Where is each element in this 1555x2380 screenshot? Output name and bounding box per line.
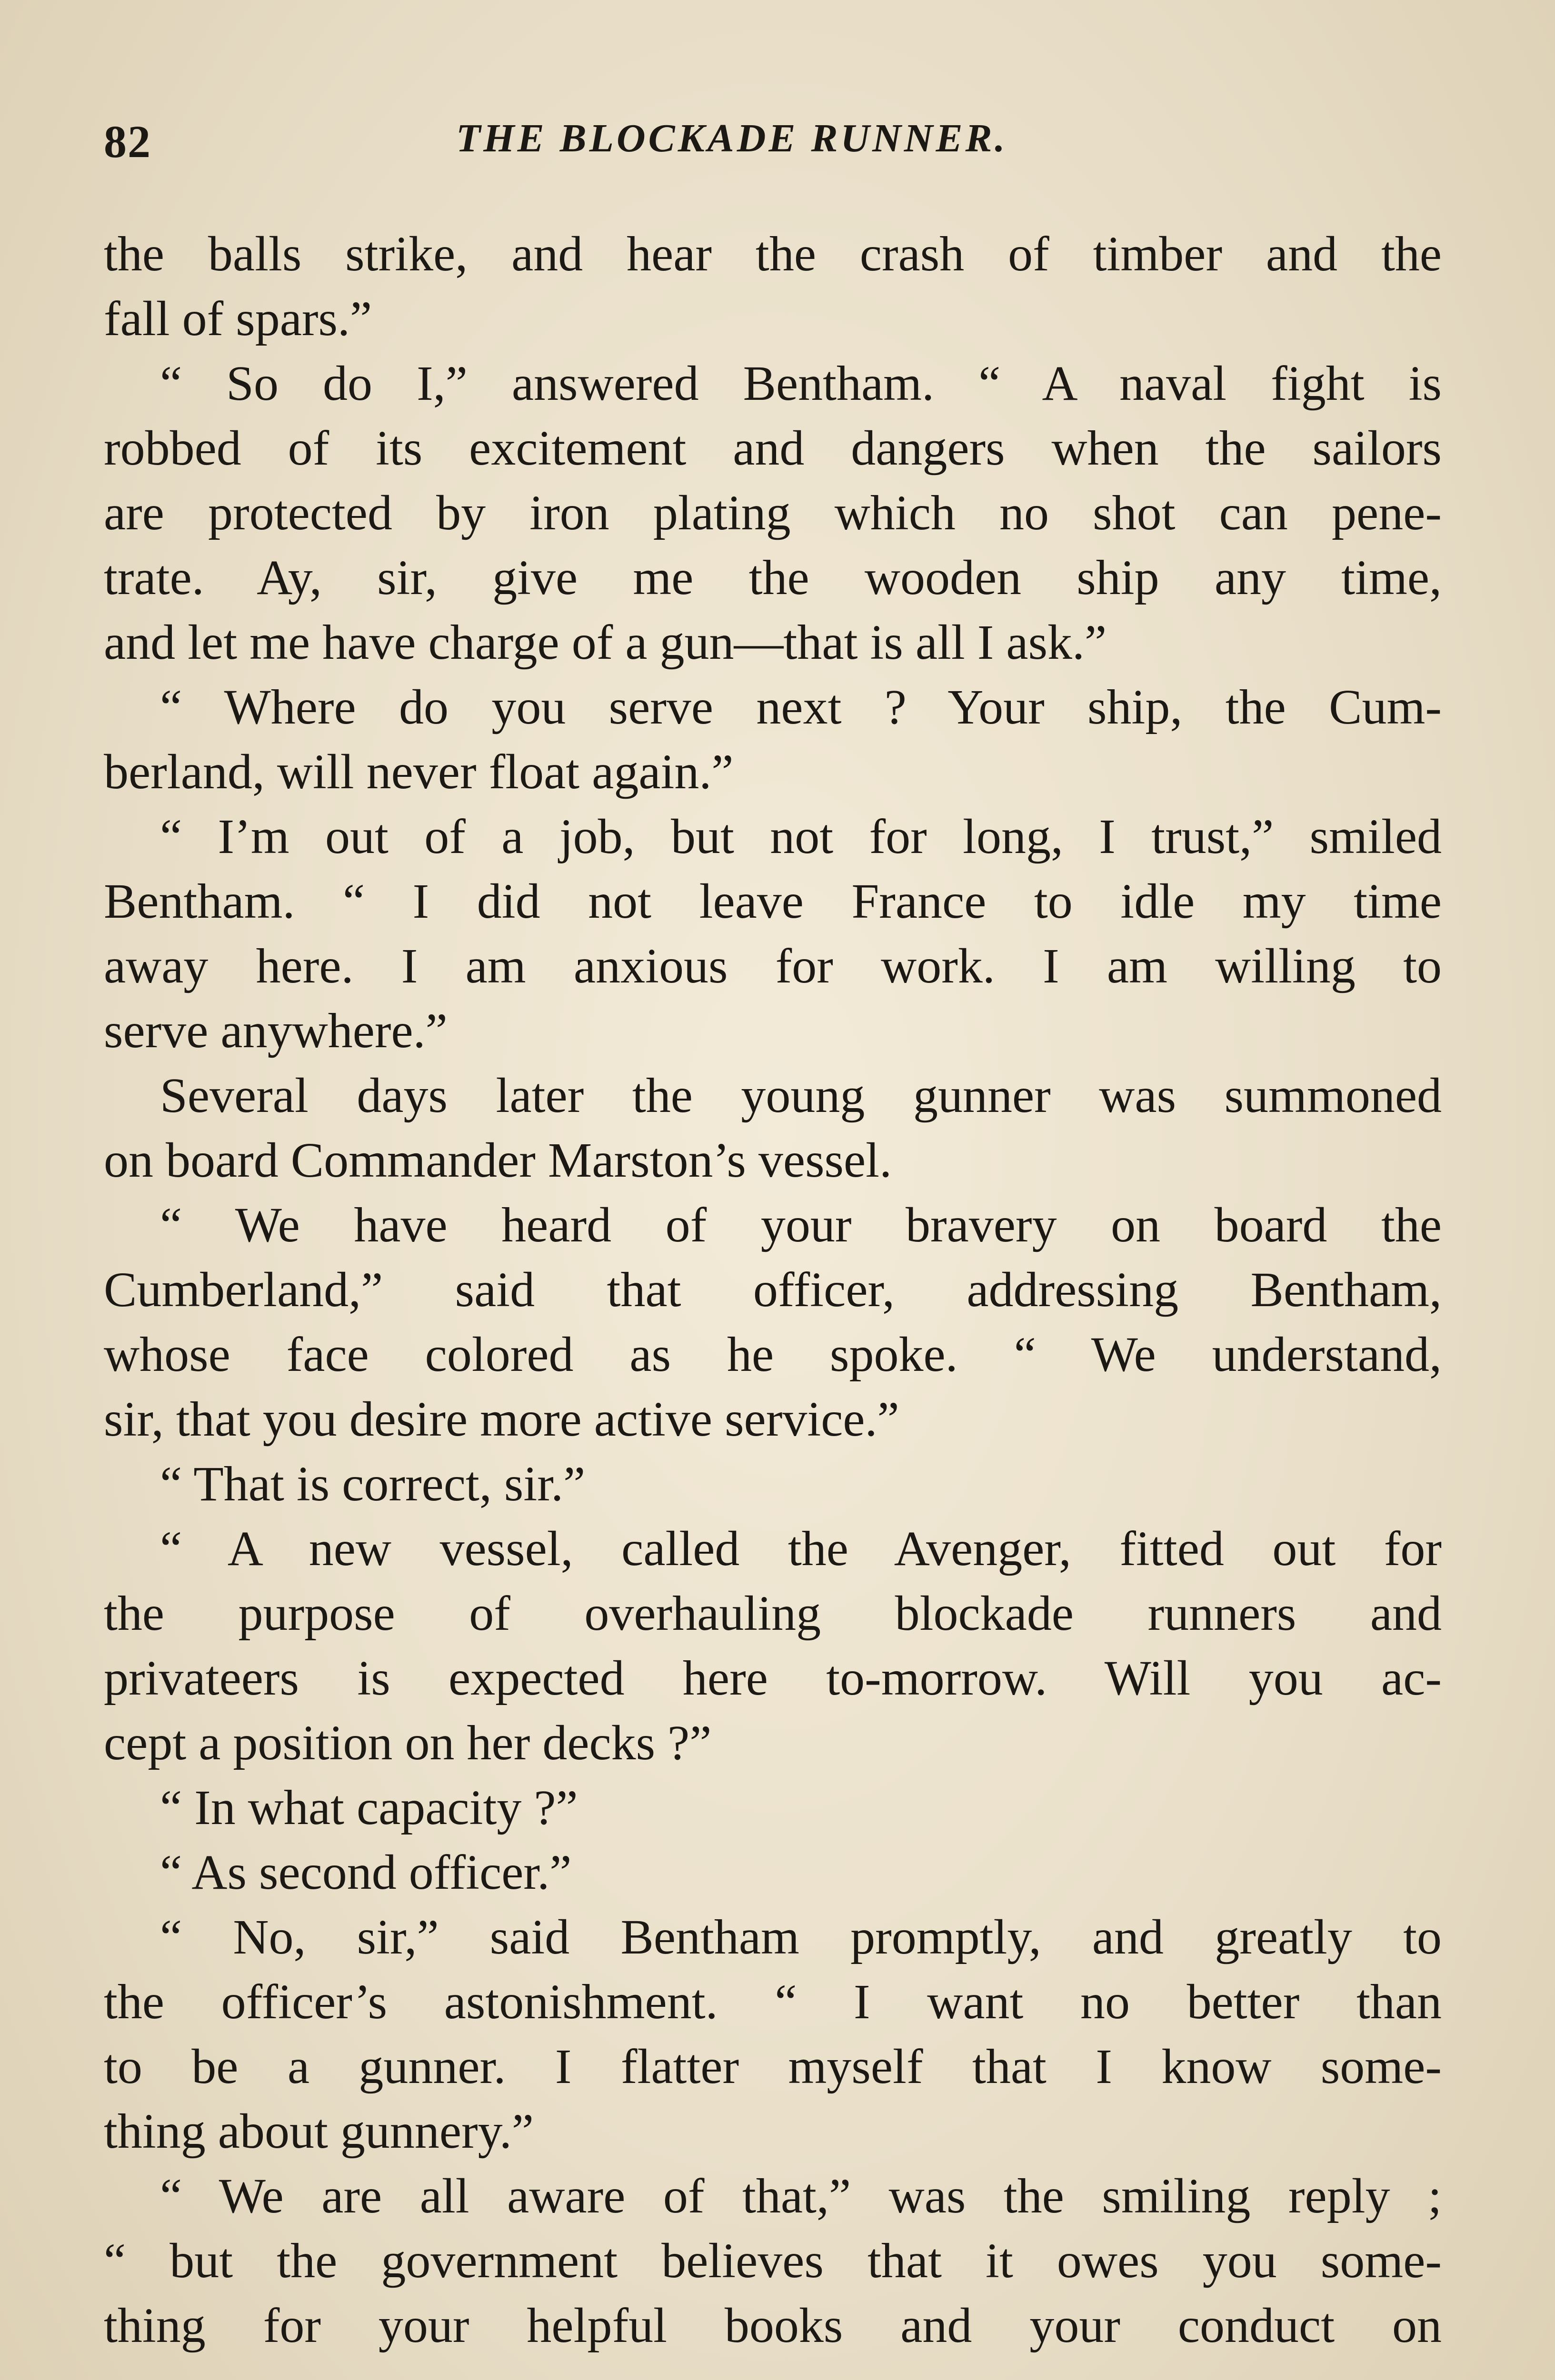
text-line: “ In what capacity ?” [160, 1780, 578, 1835]
book-title: THE BLOCKADE RUNNER. [456, 116, 1008, 160]
running-head [104, 110, 1442, 172]
text-line: robbed of its excitement and dangers when the sailors [104, 421, 1442, 476]
text-line: “ No, sir,” said Bentham promptly, and greatly to [160, 1910, 1442, 1964]
text-line: Cumberland,” said that officer, addressing Bentham, [104, 1262, 1442, 1317]
text-line: the officer’s astonishment. “ I want no better than [104, 1974, 1442, 2029]
text-line: to be a gunner. I flatter myself that I know some- [104, 2039, 1442, 2094]
text-line: are protected by iron plating which no shot can pene- [104, 486, 1442, 540]
text-line: berland, will never float again.” [104, 744, 734, 799]
text-line: sir, that you desire more active service.” [104, 1392, 899, 1447]
text-line: away here. I am anxious for work. I am willing to [104, 939, 1442, 993]
text-line: privateers is expected here to-morrow. Will you ac- [104, 1651, 1442, 1706]
text-line: and let me have charge of a gun—that is all I ask.” [104, 615, 1107, 670]
text-line: “ A new vessel, called the Avenger, fitted out for [160, 1521, 1442, 1576]
text-line: “ but the government believes that it owes you some- [104, 2233, 1442, 2288]
text-line: whose face colored as he spoke. “ We understand, [104, 1327, 1442, 1382]
text-line: thing for your helpful books and your conduct on [104, 2298, 1442, 2353]
text-line: “ I’m out of a job, but not for long, I trust,” smiled [160, 809, 1442, 864]
text-line: “ As second officer.” [160, 1845, 572, 1900]
text-line: thing about gunnery.” [104, 2104, 534, 2159]
text-line: trate. Ay, sir, give me the wooden ship any time, [104, 550, 1442, 605]
text-line: “ Where do you serve next ? Your ship, the Cum- [160, 680, 1442, 734]
text-line: cept a position on her decks ?” [104, 1716, 712, 1770]
text-line: “ We have heard of your bravery on board the [160, 1198, 1442, 1252]
text-line: fall of spars.” [104, 291, 372, 346]
page-number: 82 [104, 116, 151, 167]
text-line: serve anywhere.” [104, 1003, 448, 1058]
text-line: Bentham. “ I did not leave France to idle my time [104, 874, 1442, 929]
text-line: on board Commander Marston’s vessel. [104, 1133, 892, 1188]
body-text [104, 222, 1442, 2358]
text-line: “ We are all aware of that,” was the smiling reply ; [160, 2169, 1442, 2223]
text-line: “ So do I,” answered Bentham. “ A naval fight is [160, 356, 1442, 411]
text-line: “ That is correct, sir.” [160, 1457, 586, 1511]
text-line: the balls strike, and hear the crash of timber and the [104, 227, 1442, 281]
text-line: the purpose of overhauling blockade runners and [104, 1586, 1442, 1641]
text-line: Several days later the young gunner was summoned [160, 1068, 1442, 1123]
